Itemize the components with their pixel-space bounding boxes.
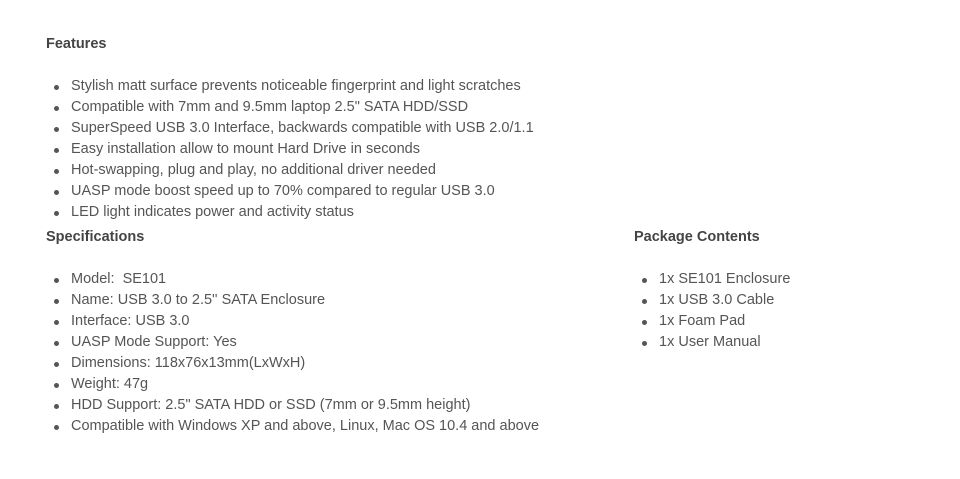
specifications-list [46,269,539,437]
list-item-text: 1x SE101 Enclosure [659,271,791,287]
list-item [46,118,534,139]
bullet-icon [54,211,59,216]
bullet-icon [54,85,59,90]
list-item [634,269,790,290]
list-item [46,416,539,437]
list-item [46,290,539,311]
bullet-icon [54,190,59,195]
bullet-icon [54,404,59,409]
list-item [46,76,534,97]
list-item-text: UASP Mode Support: Yes [71,334,237,350]
list-item-text: Dimensions: 118x76x13mm(LxWxH) [71,355,306,371]
list-item-text: Weight: 47g [71,376,149,392]
bullet-icon [54,169,59,174]
list-item [46,202,534,223]
bullet-icon [54,278,59,283]
features-heading: Features [46,36,107,52]
bullet-icon [54,425,59,430]
bullet-icon [54,341,59,346]
list-item-text: Stylish matt surface prevents noticeable fingerprint and light scratches [71,78,521,94]
list-item [634,311,790,332]
list-item [46,181,534,202]
list-item [634,332,790,353]
features-section [46,35,534,223]
list-item-text: Name: USB 3.0 to 2.5'' SATA Enclosure [71,292,326,308]
list-item-text: Easy installation allow to mount Hard Drive in seconds [71,141,420,157]
bullet-icon [642,341,647,346]
list-item [46,374,539,395]
features-list [46,76,534,223]
package-contents-heading: Package Contents [634,229,760,245]
list-item [46,269,539,290]
bullet-icon [54,127,59,132]
list-item [46,353,539,374]
bullet-icon [642,299,647,304]
bullet-icon [54,383,59,388]
package-contents-list [634,269,790,353]
bullet-icon [54,362,59,367]
bullet-icon [642,320,647,325]
list-item-text: Compatible with Windows XP and above, Linux, Mac OS 10.4 and above [71,418,540,434]
list-item-text: SuperSpeed USB 3.0 Interface, backwards compatible with USB 2.0/1.1 [71,120,534,136]
list-item-text: Hot-swapping, plug and play, no additional driver needed [71,162,436,178]
package-contents-section [634,228,790,353]
list-item [46,311,539,332]
list-item [46,97,534,118]
bullet-icon [54,320,59,325]
list-item-text: HDD Support: 2.5" SATA HDD or SSD (7mm or 9.5mm height) [71,397,471,413]
bullet-icon [642,278,647,283]
bullet-icon [54,148,59,153]
list-item-text: Model: SE101 [71,271,167,287]
list-item [634,290,790,311]
list-item [46,139,534,160]
specifications-section [46,228,539,437]
list-item-text: 1x User Manual [659,334,761,350]
list-item [46,160,534,181]
bullet-icon [54,299,59,304]
list-item-text: 1x Foam Pad [659,313,746,329]
list-item-text: UASP mode boost speed up to 70% compared to regular USB 3.0 [71,183,495,199]
list-item-text: Compatible with 7mm and 9.5mm laptop 2.5" SATA HDD/SSD [71,99,469,115]
specifications-heading: Specifications [46,229,145,245]
list-item-text: Interface: USB 3.0 [71,313,190,329]
list-item-text: LED light indicates power and activity status [71,204,354,220]
list-item [46,395,539,416]
bullet-icon [54,106,59,111]
list-item [46,332,539,353]
list-item-text: 1x USB 3.0 Cable [659,292,775,308]
